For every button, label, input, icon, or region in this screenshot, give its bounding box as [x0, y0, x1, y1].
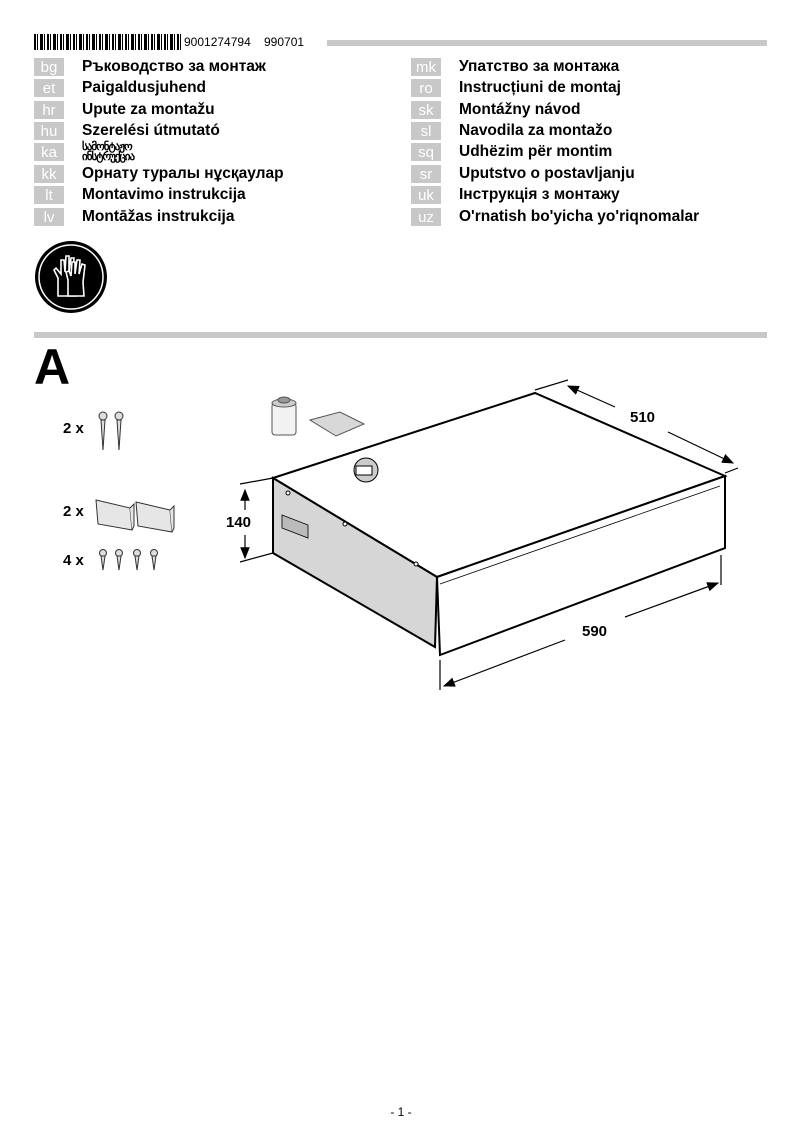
language-code: sk	[411, 101, 441, 119]
language-title: Ръководство за монтаж	[82, 58, 266, 75]
language-code: sl	[411, 122, 441, 140]
screw-icon	[99, 412, 123, 450]
bracket-icon	[96, 500, 174, 532]
language-code: sq	[411, 143, 441, 161]
part-quantity: 4 x	[63, 552, 84, 569]
language-code: mk	[411, 58, 441, 76]
language-title: O'rnatish bo'yicha yo'riqnomalar	[459, 208, 700, 225]
language-code: kk	[34, 165, 64, 183]
depth-dimension: 510	[630, 409, 656, 426]
language-title: Montāžas instrukcija	[82, 208, 235, 225]
language-code: uk	[411, 186, 441, 204]
language-title: Upute za montažu	[82, 101, 215, 118]
language-code: et	[34, 79, 64, 97]
language-code: lt	[34, 186, 64, 204]
language-title: Udhëzim për montim	[459, 143, 613, 160]
language-title: Montážny návod	[459, 101, 581, 118]
part-quantity: 2 x	[63, 420, 84, 437]
language-title: Montavimo instrukcija	[82, 186, 246, 203]
article-number: 9001274794	[184, 35, 251, 49]
small-screw-icon	[100, 550, 158, 571]
language-title: Instrucțiuni de montaj	[459, 79, 621, 96]
language-title: Navodila za montažo	[459, 122, 613, 139]
doc-code: 990701	[264, 35, 305, 49]
language-title: Szerelési útmutató	[82, 122, 220, 139]
height-dimension: 140	[226, 514, 252, 531]
language-code: sr	[411, 165, 441, 183]
language-code: ro	[411, 79, 441, 97]
language-title: Paigaldusjuhend	[82, 79, 207, 96]
language-code: lv	[34, 208, 64, 226]
language-title: სამონტაჟო ინსტრუქცია	[82, 141, 135, 163]
language-code: bg	[34, 58, 64, 76]
cylinder-part-icon	[272, 397, 296, 435]
language-code: hr	[34, 101, 64, 119]
section-label: A	[34, 339, 71, 395]
part-quantity: 2 x	[63, 503, 84, 520]
language-code: hu	[34, 122, 64, 140]
page-number: - 1 -	[390, 1105, 412, 1119]
language-title: Uputstvo o postavljanju	[459, 165, 635, 182]
plate-part-icon	[310, 412, 364, 436]
width-dimension: 590	[582, 623, 608, 640]
language-title: Упатство за монтажа	[459, 58, 620, 75]
language-title: Інструкція з монтажу	[459, 186, 620, 203]
language-code: ka	[34, 143, 64, 161]
language-code: uz	[411, 208, 441, 226]
language-title: Орнату туралы нұсқаулар	[82, 165, 284, 182]
